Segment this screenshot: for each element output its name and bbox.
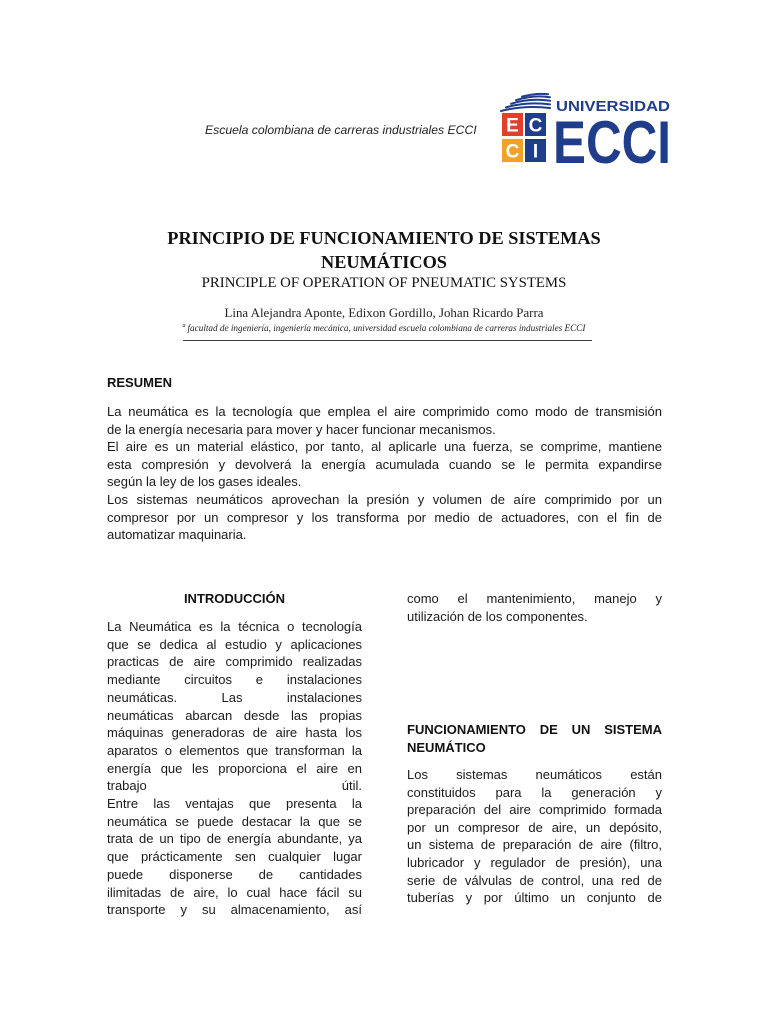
introduccion-line: puede disponerse de cantidades: [107, 866, 362, 882]
funcionamiento-heading-line: FUNCIONAMIENTO DE UN SISTEMA: [407, 722, 662, 737]
funcionamiento-line: lubricador y regulador de presión), una: [407, 854, 662, 870]
resumen-heading: RESUMEN: [107, 375, 173, 390]
funcionamiento-line: por un compresor de aire, un depósito,: [407, 819, 662, 835]
funcionamiento-line: tuberías y por último un conjunto de: [407, 890, 662, 906]
introduccion-line: neumáticas. Las instalaciones: [107, 689, 362, 705]
introduccion-line: transporte y su almacenamiento, así: [107, 902, 362, 918]
funcionamiento-heading-line: NEUMÁTICO: [407, 739, 486, 755]
paper-title-es-line: NEUMÁTICOS: [321, 252, 447, 272]
introduccion-line: aparatos o elementos que transforman la: [107, 742, 362, 758]
introduccion-line: neumáticas abarcan desde las propias: [107, 707, 362, 723]
affiliation-text: facultad de ingeniería, ingeniería mecánica, universidad escuela colombiana de carreras industriales ECCI: [187, 323, 586, 333]
introduccion-line: trabajo útil.: [107, 778, 362, 794]
introduccion-line: mediante circuitos e instalaciones: [107, 672, 362, 688]
introduccion-line: energía que les proporciona el aire en: [107, 760, 362, 776]
affiliation: [0, 320, 768, 334]
logo-tile-letter: I: [532, 141, 539, 163]
introduccion-body: [107, 618, 362, 919]
university-logo: [498, 92, 674, 170]
introduccion-line: utilización de los componentes.: [407, 609, 588, 624]
resumen-line: Los sistemas neumáticos aprovechan la presión y volumen de aíre comprimido por un: [107, 491, 662, 507]
introduccion-line: practicas de aire comprimido realizadas: [107, 654, 362, 670]
funcionamiento-line: serie de válvulas de control, una red de: [407, 872, 662, 888]
resumen-line: esta compresión y devolverá la energía acumulada cuando se le permita expandirse: [107, 456, 662, 472]
affiliation-marker: a: [182, 323, 186, 329]
paper-title-en: PRINCIPLE OF OPERATION OF PNEUMATIC SYSTEMS: [201, 275, 567, 291]
title-divider: [183, 340, 592, 341]
funcionamiento-line: preparación del aire comprimido formada: [407, 802, 662, 818]
logo-top-word: UNIVERSIDAD: [556, 98, 671, 115]
resumen-line: El aire es un material elástico, por tanto, al aplicarle una fuerza, se comprime, mantiene: [107, 439, 662, 455]
resumen-line: de la energía necesaria para mover y hacer funcionar mecanismos.: [107, 421, 496, 437]
author-list: Lina Alejandra Aponte, Edixon Gordillo, Johan Ricardo Parra: [224, 306, 544, 320]
paper-title-es-line: PRINCIPIO DE FUNCIONAMIENTO DE SISTEMAS: [167, 228, 601, 248]
resumen-line: automatizar maquinaria.: [107, 527, 247, 543]
introduccion-continued: [407, 590, 662, 626]
funcionamiento-line: Los sistemas neumáticos están: [407, 767, 662, 782]
logo-stripes: [501, 94, 550, 111]
introduccion-heading: INTRODUCCIÓN: [183, 591, 286, 606]
introduccion-line: ilimitadas de aire, lo cual hace fácil su: [107, 884, 362, 900]
logo-tile-letter: E: [506, 115, 519, 137]
introduccion-line: trata de un tipo de energía abundante, ya: [107, 831, 362, 847]
funcionamiento-line: un sistema de preparación de aire (filtro,: [407, 837, 662, 853]
funcionamiento-body: [407, 766, 662, 907]
introduccion-line: máquinas generadoras de aire hasta los: [107, 725, 362, 741]
introduccion-line: como el mantenimiento, manejo y: [407, 591, 662, 606]
resumen-line: según la ley de los gases ideales.: [107, 474, 302, 490]
logo-main-word: ECCI: [553, 109, 671, 170]
introduccion-line: Entre las ventajas que presenta la: [107, 796, 362, 812]
resumen-line: La neumática es la tecnología que emplea el aire comprimido como modo de transmisión: [107, 404, 662, 419]
introduccion-line: que se dedica al estudio y aplicaciones: [107, 636, 362, 652]
introduccion-line: La Neumática es la técnica o tecnología: [107, 619, 362, 634]
logo-tile-letter: C: [505, 141, 520, 163]
logo-tile-letter: C: [528, 115, 543, 137]
funcionamiento-heading: [407, 721, 662, 756]
funcionamiento-line: constituidos para la generación y: [407, 784, 662, 800]
introduccion-line: que prácticamente sen cualquier lugar: [107, 849, 362, 865]
institution-name: Escuela colombiana de carreras industriales ECCI: [205, 123, 477, 137]
resumen-line: compresor por un compresor y los transforma por medio de actuadores, con el fin de: [107, 509, 662, 525]
resumen-body: [107, 403, 662, 544]
introduccion-line: neumática se puede destacar la que se: [107, 813, 362, 829]
